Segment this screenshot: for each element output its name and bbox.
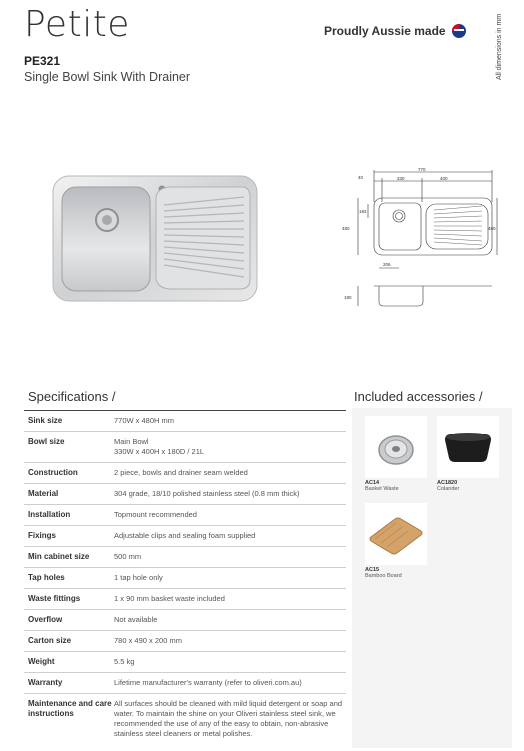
spec-value: 1 tap hole only [114,573,163,582]
spec-label: Min cabinet size [28,552,90,561]
spec-value: 770W x 480H mm [114,416,175,425]
spec-value: All surfaces should be cleaned with mild liquid detergent or soap and water. To maintain the shine on your Oliveri stainless steel sink, we recommended the use of any of the easy to obtain, non-abrasive stainless steel cleaners or metal polishes. [114,699,343,738]
specifications-table [24,410,346,744]
accessories-panel [352,408,512,748]
technical-drawing [342,168,502,318]
spec-row-sink-size [24,410,346,431]
dim-depth: 180 [344,295,352,300]
tagline-text: Proudly Aussie made [324,24,446,38]
accessory-basket-waste [365,416,427,492]
spec-row-warranty [24,672,346,693]
accessory-code: AC1820 [437,480,458,486]
accessory-name: Colander [437,486,460,492]
dimension-note [496,8,512,80]
spec-value: Not available [114,615,158,624]
spec-value: 500 mm [114,552,142,561]
spec-label: Fixings [28,531,57,540]
spec-row-fixings [24,525,346,546]
spec-value: Adjustable clips and sealing foam supplied [114,531,256,540]
spec-row-construction [24,462,346,483]
australia-flag-icon [452,24,466,38]
basket-waste-image [365,416,427,478]
spec-label: Construction [28,468,78,477]
sink-photo [52,175,258,302]
brand-title: Petite [24,4,130,45]
spec-value: 304 grade, 18/10 polished stainless steel (0.8 mm thick) [114,489,300,498]
spec-label: Waste fittings [28,594,81,603]
dim-left-offset: 40 [358,175,364,180]
product-code: PE321 [24,54,61,68]
spec-value: Main Bowl 330W x 400H x 180D / 21L [114,437,205,456]
spec-row-bowl-size [24,431,346,462]
accessory-name: Bamboo Board [365,573,402,579]
dim-bowl-width: 330 [397,176,405,181]
specifications-title: Specifications / [28,389,116,404]
spec-value: Topmount recommended [114,510,197,519]
bamboo-board-image [365,503,427,565]
spec-label: Material [28,489,59,498]
dim-total-width: 770 [418,168,426,172]
tagline [324,24,466,38]
spec-row-waste-fittings [24,588,346,609]
colander-image [437,416,499,478]
accessories-title: Included accessories / [354,389,483,404]
spec-value: Lifetime manufacturer's warranty (refer to oliveri.com.au) [114,678,302,687]
spec-label: Carton size [28,636,72,645]
dim-drainer-width: 400 [440,176,448,181]
spec-row-tap-holes [24,567,346,588]
spec-row-min-cabinet [24,546,346,567]
spec-label: Weight [28,657,55,666]
accessory-name: Basket Waste [365,486,399,492]
spec-row-installation [24,504,346,525]
accessory-code: AC15 [365,567,380,573]
spec-value: 5.5 kg [114,657,135,666]
spec-label: Overflow [28,615,63,624]
spec-label: Installation [28,510,71,519]
spec-row-overflow [24,609,346,630]
spec-value: 1 x 90 mm basket waste included [114,594,225,603]
product-name: Single Bowl Sink With Drainer [24,70,191,84]
spec-label: Sink size [28,416,63,425]
accessory-code: AC14 [365,480,380,486]
dimension-note-text: All dimensions in mm [496,13,503,80]
dim-height-right: 480 [488,226,496,231]
spec-row-weight [24,651,346,672]
spec-value: 780 x 490 x 200 mm [114,636,182,645]
spec-label: Bowl size [28,437,65,446]
spec-label: Maintenance and care instructions [28,699,112,718]
dim-bowl-depth-mark: 193 [359,209,367,214]
spec-value: 2 piece, bowls and drainer seam welded [114,468,248,477]
spec-label: Tap holes [28,573,65,582]
spec-row-carton-size [24,630,346,651]
spec-row-material [24,483,346,504]
dim-height-left: 480 [342,226,350,231]
spec-row-maintenance [24,693,346,744]
accessory-bamboo-board [365,503,427,579]
spec-label: Warranty [28,678,63,687]
accessory-colander [437,416,499,492]
dim-waste-offset: 206 [383,262,391,267]
